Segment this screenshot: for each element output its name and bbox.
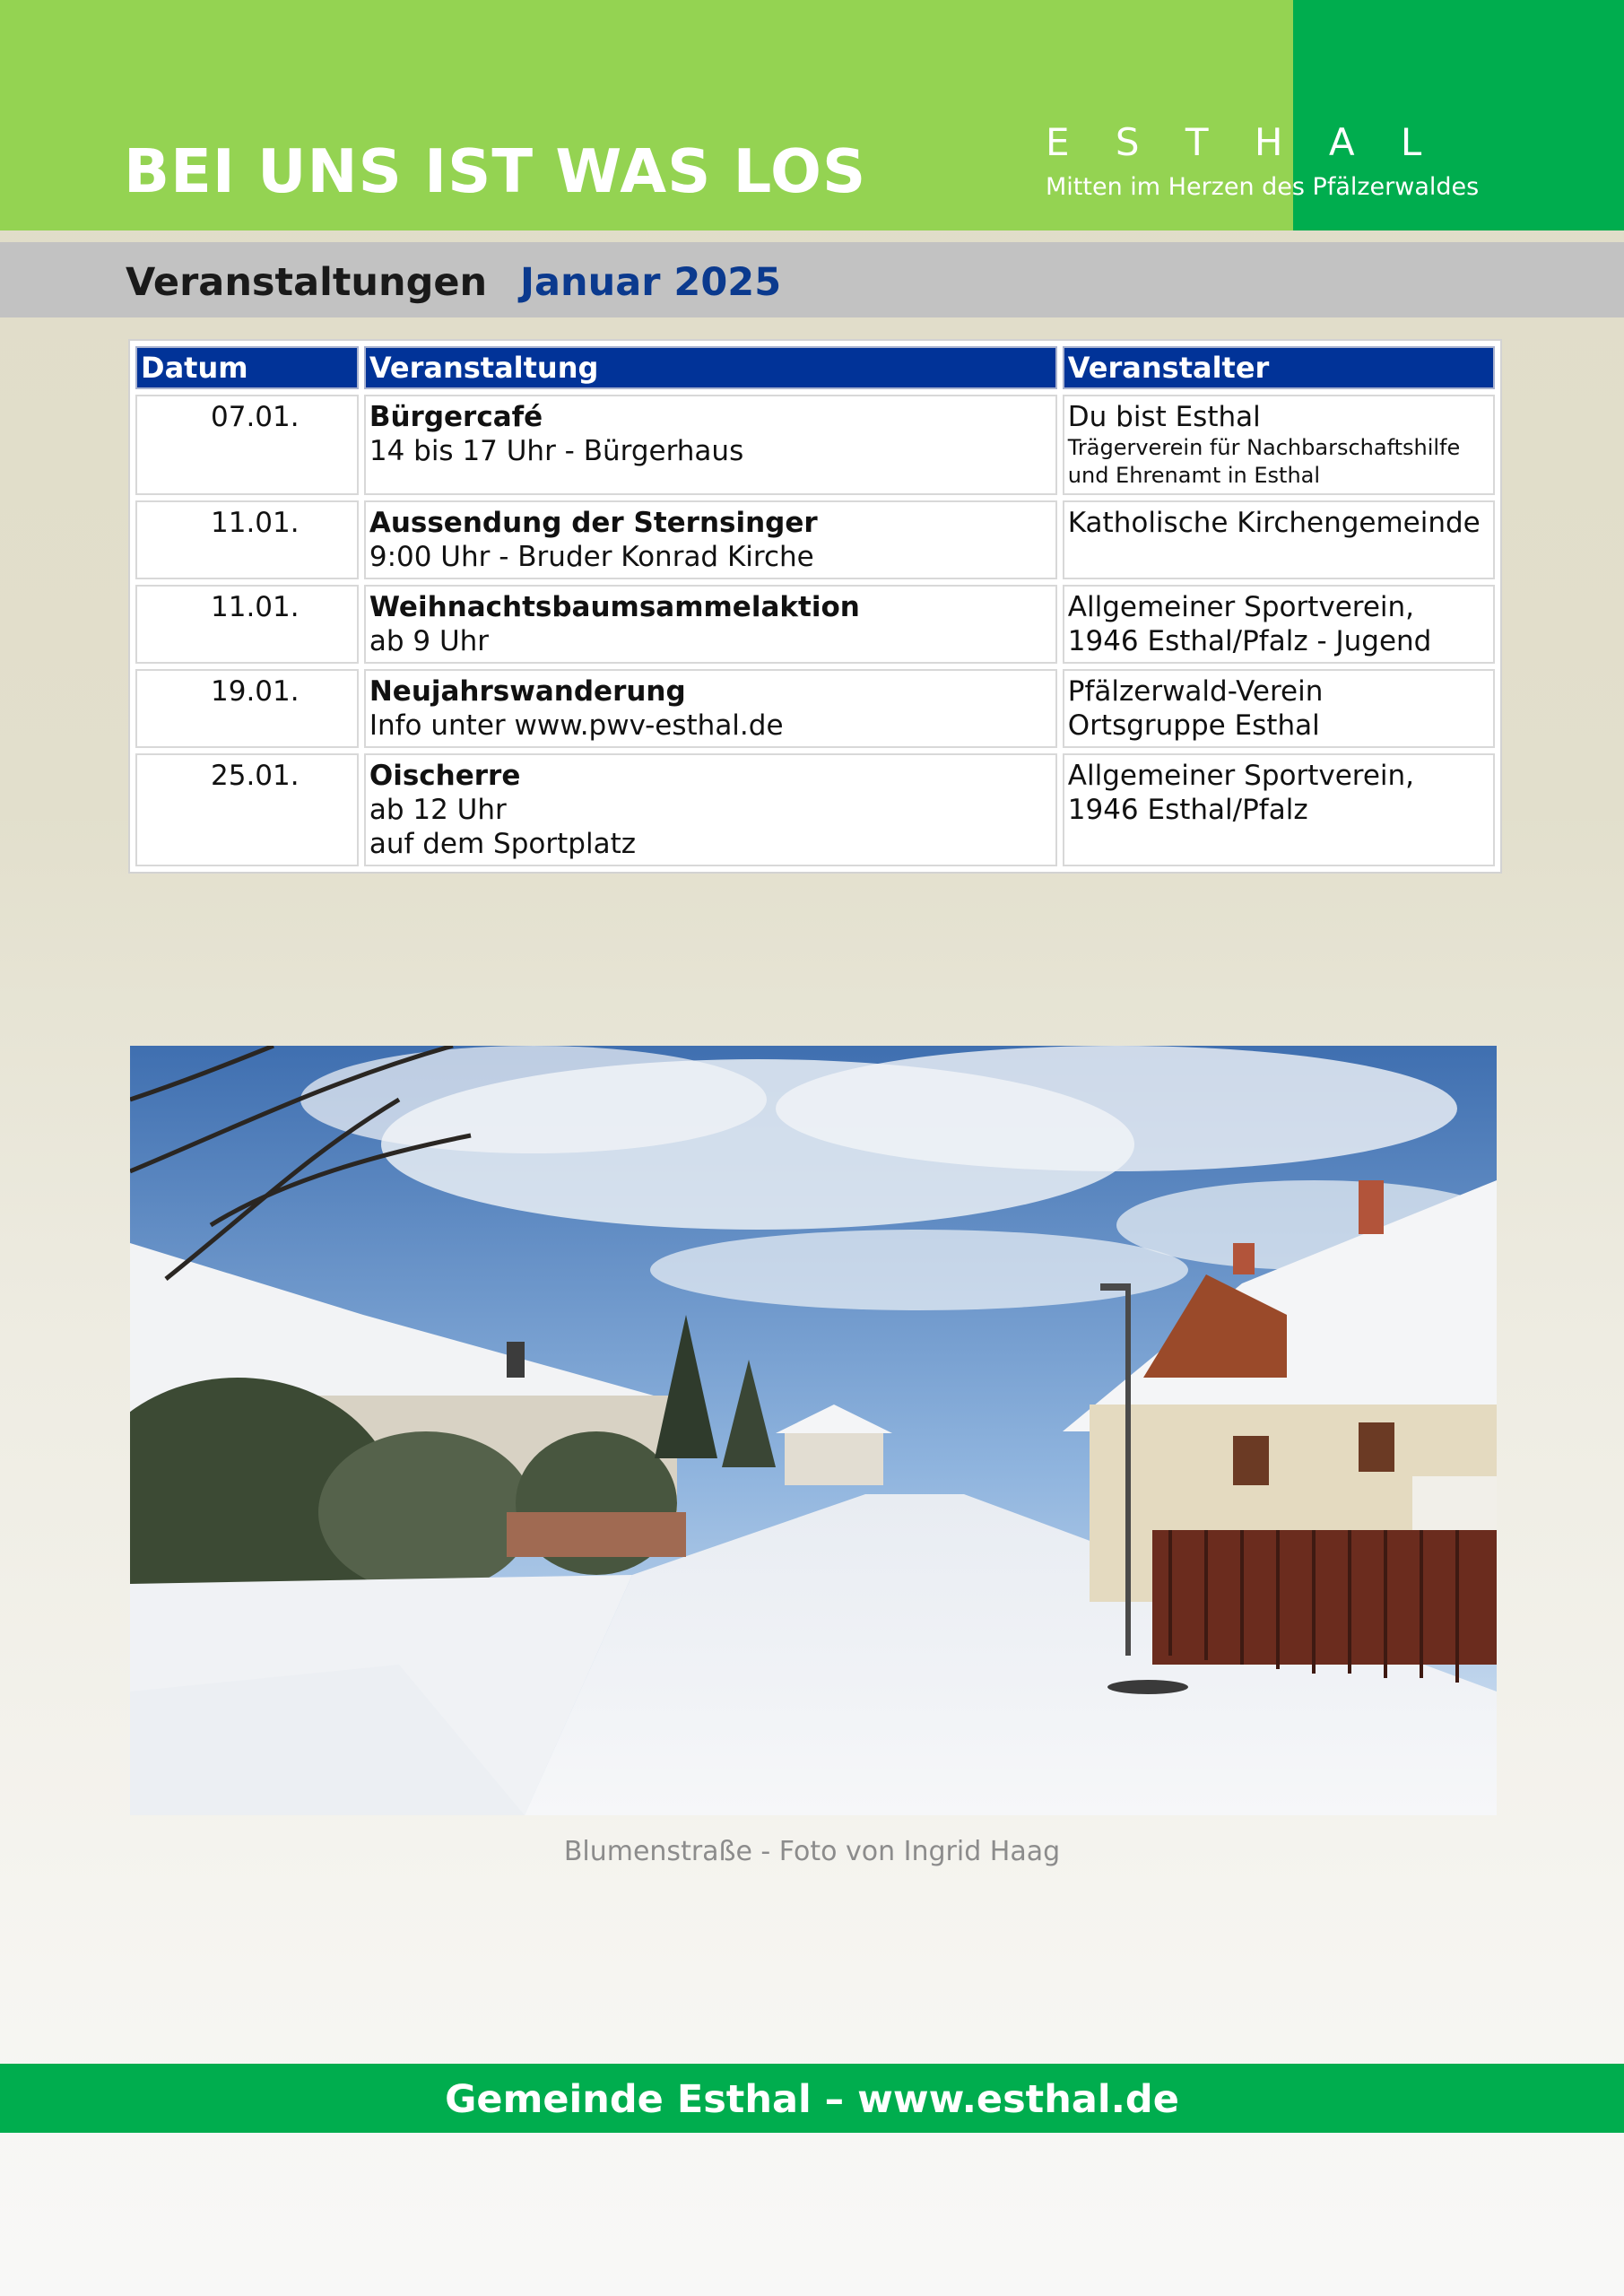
event-detail: 9:00 Uhr - Bruder Konrad Kirche	[369, 541, 814, 573]
event-detail: ab 9 Uhr	[369, 625, 490, 657]
footer-text: Gemeinde Esthal – www.esthal.de	[445, 2077, 1179, 2122]
organizer-cell	[1063, 585, 1495, 664]
event-detail: Info unter www.pwv-esthal.de	[369, 709, 784, 742]
event-date: 19.01.	[135, 669, 359, 748]
organizer-cell	[1063, 753, 1495, 866]
event-cell	[364, 669, 1057, 748]
table-row	[135, 753, 1495, 866]
event-detail: 14 bis 17 Uhr - Bürgerhaus	[369, 435, 744, 467]
table-row	[135, 500, 1495, 579]
event-title: Weihnachtsbaumsammelaktion	[369, 591, 860, 623]
page-title: BEI UNS IST WAS LOS	[124, 136, 867, 206]
photo-caption: Blumenstraße - Foto von Ingrid Haag	[563, 1836, 1061, 1867]
organizer-name: Ortsgruppe Esthal	[1067, 709, 1320, 742]
section-month: Januar 2025	[520, 260, 782, 305]
event-title: Bürgercafé	[369, 401, 543, 433]
table-row	[135, 395, 1495, 495]
event-title: Neujahrswanderung	[369, 675, 686, 708]
organizer-cell	[1063, 500, 1495, 579]
column-header-organizer: Veranstalter	[1063, 346, 1495, 389]
table-header-row	[135, 346, 1495, 389]
event-cell	[364, 395, 1057, 495]
organizer-name: 1946 Esthal/Pfalz - Jugend	[1067, 625, 1432, 657]
event-cell	[364, 585, 1057, 664]
organizer-cell	[1063, 395, 1495, 495]
organizer-subtitle: und Ehrenamt in Esthal	[1067, 463, 1321, 488]
event-cell	[364, 500, 1057, 579]
event-detail: auf dem Sportplatz	[369, 828, 636, 860]
event-cell	[364, 753, 1057, 866]
organizer-name: Allgemeiner Sportverein,	[1067, 760, 1415, 792]
event-title: Oischerre	[369, 760, 521, 792]
brand-tagline: Mitten im Herzen des Pfälzerwaldes	[1046, 173, 1480, 201]
organizer-name: Katholische Kirchengemeinde	[1067, 507, 1481, 539]
section-heading: Veranstaltungen	[126, 260, 488, 305]
column-header-date: Datum	[135, 346, 359, 389]
table-row	[135, 669, 1495, 748]
brand-name: E S T H A L	[1046, 120, 1439, 164]
organizer-cell	[1063, 669, 1495, 748]
event-date: 11.01.	[135, 500, 359, 579]
table-row	[135, 585, 1495, 664]
organizer-name: Pfälzerwald-Verein	[1067, 675, 1324, 708]
event-date: 25.01.	[135, 753, 359, 866]
event-date: 07.01.	[135, 395, 359, 495]
organizer-subtitle: Trägerverein für Nachbarschaftshilfe	[1067, 435, 1461, 460]
organizer-name: Allgemeiner Sportverein,	[1067, 591, 1415, 623]
event-date: 11.01.	[135, 585, 359, 664]
event-detail: ab 12 Uhr	[369, 794, 507, 826]
column-header-event: Veranstaltung	[364, 346, 1057, 389]
events-table	[128, 339, 1502, 874]
organizer-name: Du bist Esthal	[1067, 401, 1261, 433]
event-title: Aussendung der Sternsinger	[369, 507, 818, 539]
snowy-street-photo	[130, 1046, 1497, 1815]
organizer-name: 1946 Esthal/Pfalz	[1067, 794, 1308, 826]
